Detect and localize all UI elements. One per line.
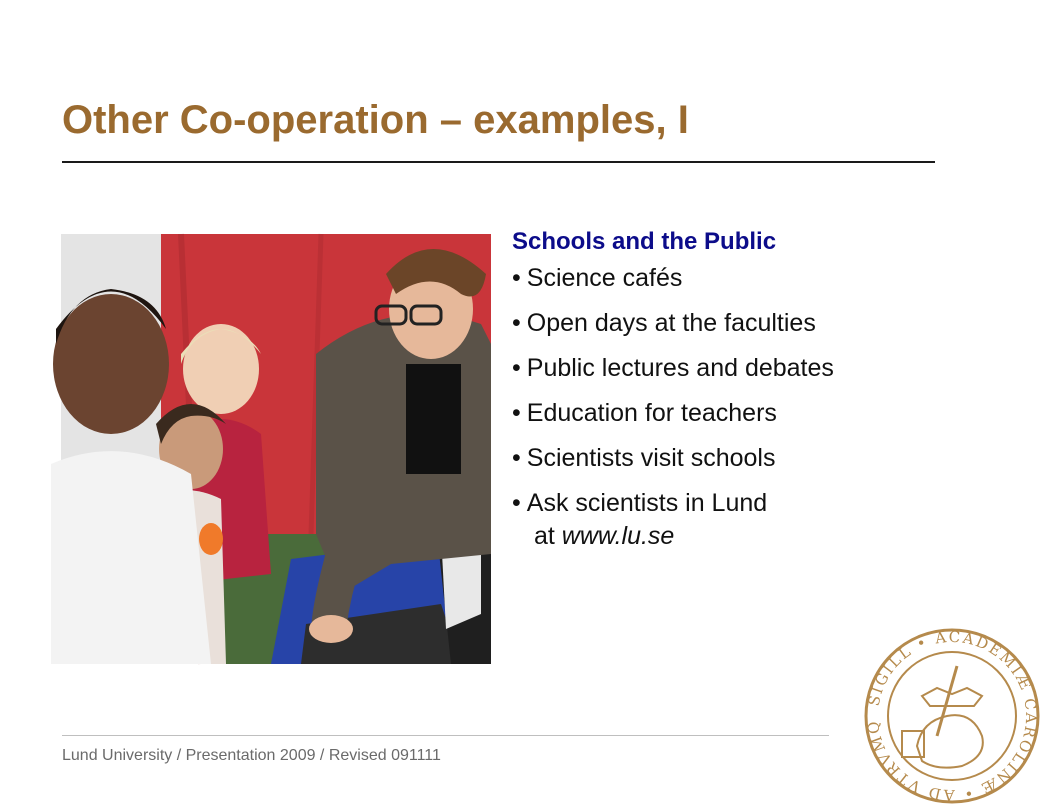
bullet-text: Open days at the faculties bbox=[526, 308, 816, 337]
university-seal-logo bbox=[862, 626, 1042, 806]
bullet-dot-icon: • bbox=[512, 488, 521, 517]
bullet-text: Education for teachers bbox=[526, 398, 777, 427]
list-item bbox=[512, 443, 982, 473]
seal-text-icon: SIGILL • ACADEMIÆ CAROLINÆ • AD VTRVMQ bbox=[863, 627, 1041, 805]
bullet-dot-icon: • bbox=[512, 443, 521, 472]
bullet-text: Scientists visit schools bbox=[526, 443, 776, 472]
footer-text: Lund University / Presentation 2009 / Revised 091111 bbox=[62, 747, 441, 764]
list-item bbox=[512, 353, 982, 383]
list-item bbox=[512, 398, 982, 428]
content-panel bbox=[512, 228, 982, 569]
footer-divider bbox=[62, 735, 829, 736]
bullet-list bbox=[512, 263, 982, 554]
website-link[interactable]: www.lu.se bbox=[561, 521, 675, 550]
bullet-continuation bbox=[512, 518, 982, 554]
list-item bbox=[512, 263, 982, 293]
bullet-text: Ask scientists in Lund bbox=[526, 488, 768, 517]
bullet-dot-icon: • bbox=[512, 353, 521, 382]
slide-title: Other Co-operation – examples, I bbox=[62, 98, 689, 142]
section-heading: Schools and the Public bbox=[512, 228, 777, 255]
bullet-dot-icon: • bbox=[512, 308, 521, 337]
photo-scientist-with-children bbox=[61, 234, 491, 664]
continuation-prefix: at bbox=[534, 521, 562, 550]
list-item bbox=[512, 488, 982, 554]
list-item bbox=[512, 308, 982, 338]
bullet-text: Science cafés bbox=[526, 263, 683, 292]
bullet-dot-icon: • bbox=[512, 263, 521, 292]
bullet-text: Public lectures and debates bbox=[526, 353, 834, 382]
bullet-dot-icon: • bbox=[512, 398, 521, 427]
title-divider bbox=[62, 161, 935, 163]
